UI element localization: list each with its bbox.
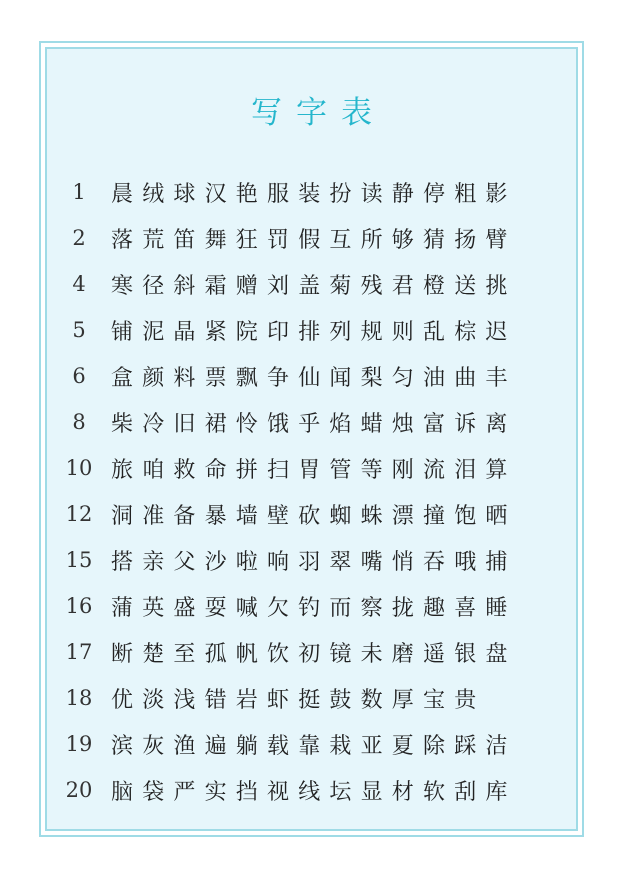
character-list: 优淡浅错岩虾挺鼓数厚宝贵 — [111, 687, 486, 713]
character-list: 盒颜料票飘争仙闻梨匀油曲丰 — [111, 365, 517, 391]
table-row — [47, 358, 576, 394]
table-row — [47, 496, 576, 532]
character-list: 蒲英盛耍喊欠钓而察拢趣喜睡 — [111, 595, 517, 621]
character-list: 柴冷旧裙怜饿乎焰蜡烛富诉离 — [111, 411, 517, 437]
character-list: 洞准备暴墙壁砍蜘蛛漂撞饱晒 — [111, 503, 517, 529]
table-row — [47, 312, 576, 348]
table-row — [47, 542, 576, 578]
lesson-number: 18 — [65, 686, 93, 710]
character-list: 滨灰渔遍躺载靠栽亚夏除踩洁 — [111, 733, 517, 759]
character-list: 断楚至孤帆饮初镜未磨遥银盘 — [111, 641, 517, 667]
character-list: 寒径斜霜赠刘盖菊残君橙送挑 — [111, 273, 517, 299]
lesson-number: 10 — [65, 456, 93, 480]
table-row — [47, 680, 576, 716]
character-list: 铺泥晶紧院印排列规则乱棕迟 — [111, 319, 517, 345]
lesson-number: 12 — [65, 502, 93, 526]
table-row — [47, 404, 576, 440]
lesson-number: 16 — [65, 594, 93, 618]
lesson-number: 8 — [72, 410, 86, 434]
lesson-number: 5 — [72, 318, 86, 342]
table-row — [47, 266, 576, 302]
character-list: 脑袋严实挡视线坛显材软刮库 — [111, 779, 517, 805]
table-row — [47, 174, 576, 210]
table-row — [47, 220, 576, 256]
character-list: 落荒笛舞狂罚假互所够猜扬臂 — [111, 227, 517, 253]
table-row — [47, 450, 576, 486]
table-panel — [45, 47, 578, 831]
table-row — [47, 588, 576, 624]
lesson-number: 19 — [65, 732, 93, 756]
character-list: 搭亲父沙啦响羽翠嘴悄吞哦捕 — [111, 549, 517, 575]
page-frame — [39, 41, 584, 837]
character-list: 旅咱救命拼扫胃管等刚流泪算 — [111, 457, 517, 483]
table-row — [47, 634, 576, 670]
table-row — [47, 726, 576, 762]
lesson-number: 17 — [65, 640, 93, 664]
page-title: 写字表 — [251, 95, 386, 131]
lesson-number: 20 — [65, 778, 93, 802]
table-row — [47, 772, 576, 808]
lesson-number: 15 — [65, 548, 93, 572]
lesson-number: 2 — [72, 226, 86, 250]
lesson-number: 1 — [72, 180, 86, 204]
lesson-number: 6 — [72, 364, 86, 388]
lesson-number: 4 — [72, 272, 86, 296]
character-list: 晨绒球汉艳服装扮读静停粗影 — [111, 181, 517, 207]
